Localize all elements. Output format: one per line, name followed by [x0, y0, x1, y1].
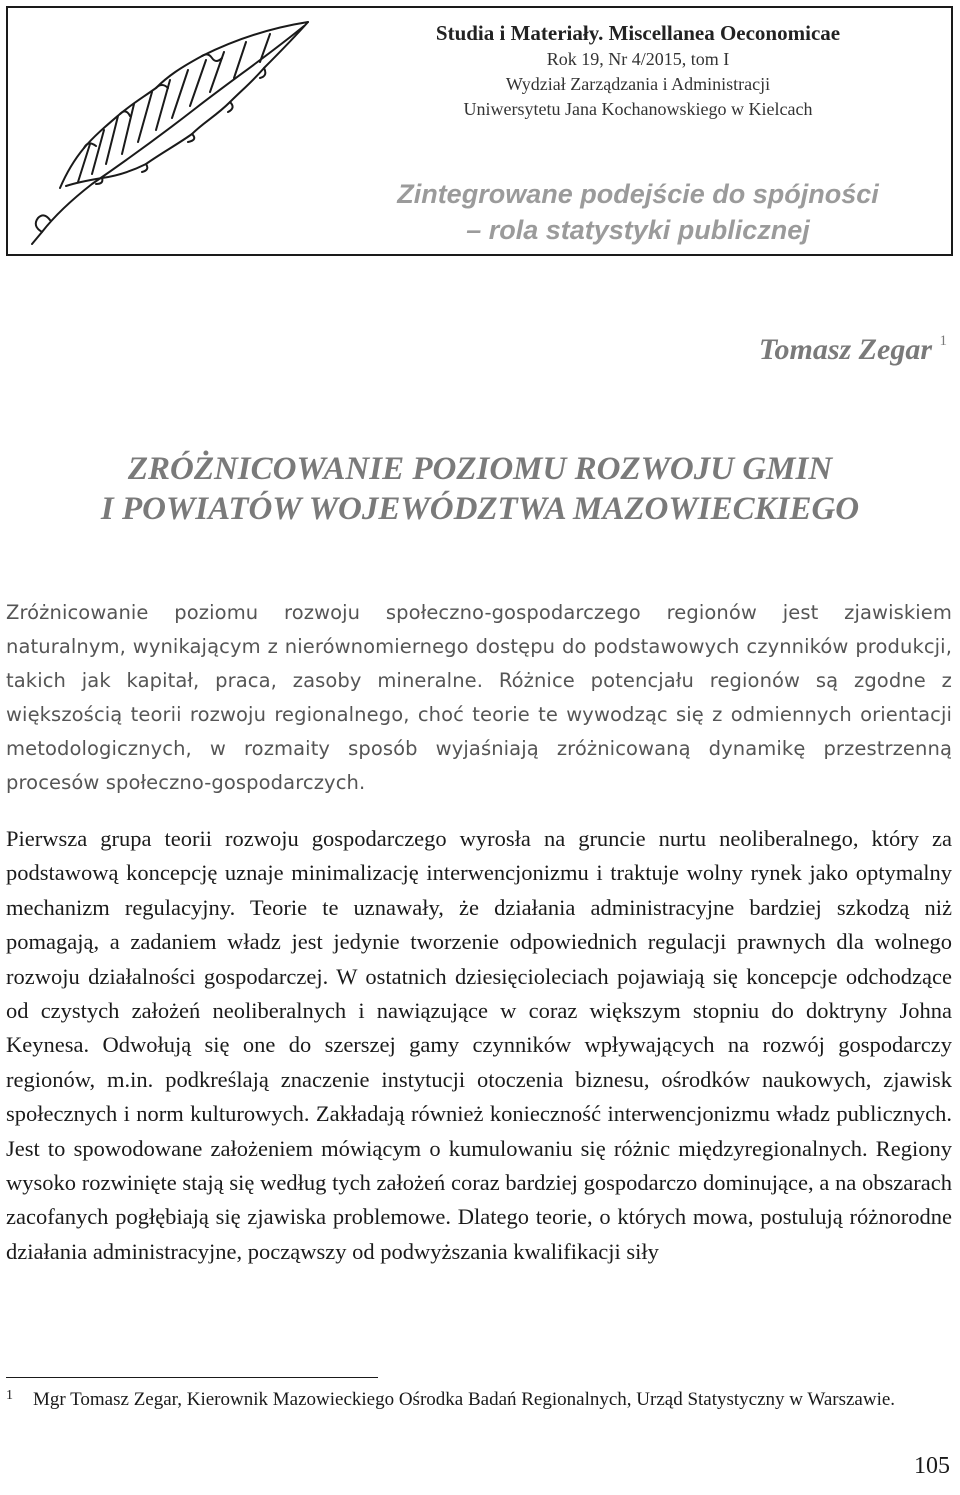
footnote-text: Mgr Tomasz Zegar, Kierownik Mazowieckiego Ośrodka Badań Regionalnych, Urząd Statystyczny w Warszawie. — [33, 1389, 896, 1410]
journal-header — [6, 6, 953, 256]
body-paragraph: Pierwsza grupa teorii rozwoju gospodarczego wyrosła na gruncie nurtu neoliberalnego, który za podstawową koncepcję uznaje minimalizację interwencjonizmu i traktuje wolny rynek jako optymalny mechanizm regulacyjny. Teorie te uznawały, że działania administracyjne bardziej szkodzą niż pomagają, a zadaniem władz jest jedynie tworzenie odpowiednich regulacji prawnych dla wolnego rozwoju działalności gospodarczej. W ostatnich dziesięcioleciach pojawiają się koncepcje odchodzące od czystych założeń neoliberalnych i nawiązujące w coraz większym stopniu do doktryny Johna Keynesa. Odwołują się one do szerszej gamy czynników wpływających na rozwój gospodarczy regionów, m.in. podkreślają znaczenie instytucji otoczenia biznesu, ośrodków naukowych, zjawisk społecznych i norm kulturowych. Zakładają również konieczność interwencjonizmu władz publicznych. Jest to spowodowane założeniem mówiącym o kumulowaniu się różnic międzyregionalnych. Regiony wysoko rozwinięte stają się według tych założeń coraz bardziej gospodarczo dominujące, a na obszarach zacofanych pogłębiają się zjawiska problemowe. Dlatego teorie, o których mowa, postulują różnorodne działania administracyjne, począwszy od podwyższania kwalifikacji siły — [6, 826, 952, 1264]
footnote-number: 1 — [6, 1388, 13, 1403]
footnote-divider — [6, 1377, 378, 1378]
author-footnote-ref: 1 — [939, 333, 947, 349]
page-number: 105 — [914, 1453, 950, 1479]
author-name — [0, 333, 947, 367]
article-title-line-2: I POWIATÓW WOJEWÓDZTWA MAZOWIECKIEGO — [100, 491, 860, 527]
abstract-paragraph: Zróżnicowanie poziomu rozwoju społeczno-gospodarczego regionów jest zjawiskiem naturalnym, wynikającym z nierównomiernego dostępu do podstawowych czynników produkcji, takich jak kapitał, praca, zasoby mineralne. Różnice potencjału regionów są zgodne z większością teorii rozwoju regionalnego, choć teorie te wywodząc się z odmiennych orientacji metodologicznych, w rozmaity sposób wyjaśniają zróżnicowaną dynamikę przestrzenną procesów społeczno-gospodarczych. — [6, 601, 952, 794]
faculty-name: Wydział Zarządzania i Administracji — [505, 74, 771, 94]
header-text — [338, 20, 938, 248]
footnote — [6, 1386, 952, 1413]
author-name-text: Tomasz Zegar — [758, 333, 932, 366]
article-title — [0, 449, 960, 529]
issue-theme-line-1: Zintegrowane podejście do spójności — [397, 179, 879, 209]
quill-icon — [20, 18, 320, 248]
issue-theme — [338, 176, 938, 248]
university-name: Uniwersytetu Jana Kochanowskiego w Kielcach — [463, 99, 813, 119]
journal-name: Studia i Materiały. Miscellanea Oeconomicae — [435, 21, 841, 45]
issue-info: Rok 19, Nr 4/2015, tom I — [546, 49, 730, 69]
article-title-line-1: ZRÓŻNICOWANIE POZIOMU ROZWOJU GMIN — [127, 451, 833, 487]
issue-theme-line-2: – rola statystyki publicznej — [466, 215, 810, 245]
